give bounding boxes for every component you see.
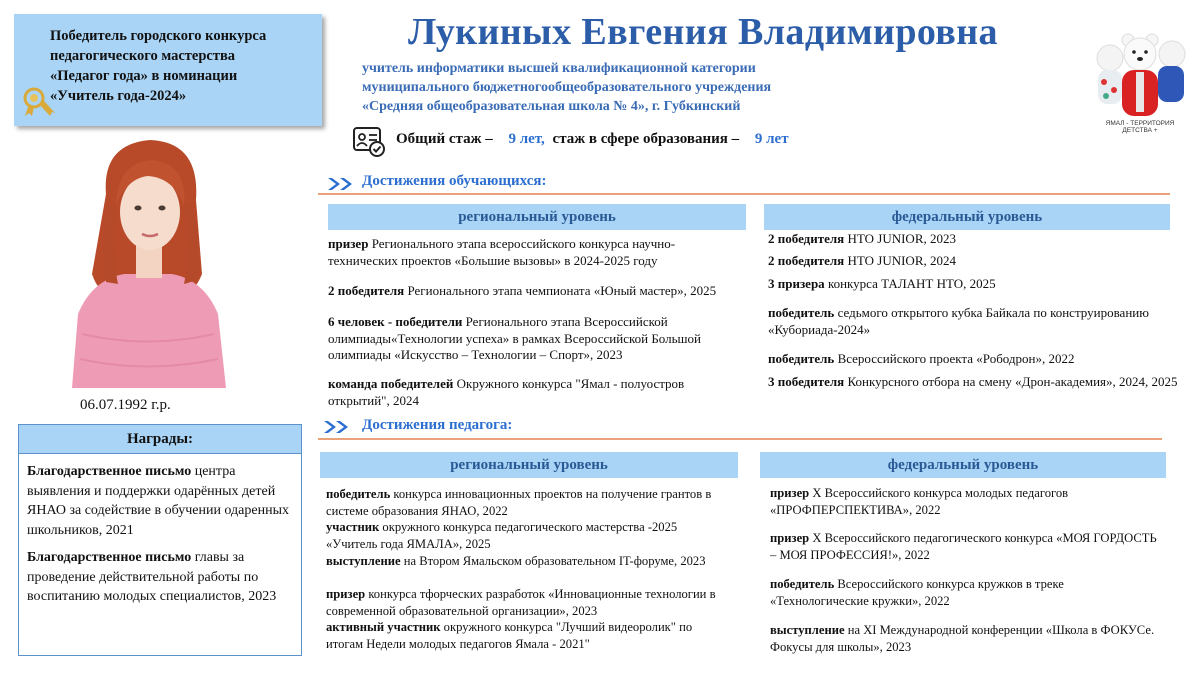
item-bold: 3 призера [768, 276, 825, 291]
students-regional-item [328, 236, 728, 269]
item-bold: призер [770, 531, 810, 545]
item-text: на Втором Ямальском образовательном IT-форуме, 2023 [400, 554, 706, 568]
item-bold: активный участник [326, 620, 441, 634]
award-text: главы за проведение действительной работы по воспитанию молодых специалистов, 2023 [27, 550, 277, 604]
date-of-birth: 06.07.1992 г.р. [80, 397, 171, 413]
teacher-federal-head: федеральный уровень [760, 452, 1166, 478]
item-bold: победитель [768, 305, 835, 320]
edu-experience-label: стаж в сфере образования – [552, 131, 740, 147]
teacher-regional-item [326, 519, 724, 552]
certificate-icon [352, 124, 386, 158]
students-federal-item [768, 305, 1178, 338]
experience-line [396, 131, 789, 148]
item-text: Регионального этапа Всероссийской олимпиады«Технологии успеха» в рамках Всероссийской Большой олимпиады «Искусство – Технологии – Спорт», 2023 [328, 314, 702, 362]
item-text: Окружного конкурса "Ямал - полуостров открытий", 2024 [328, 376, 685, 408]
position-line: муниципального бюджетногообщеобразовательного учреждения [362, 80, 772, 95]
students-federal-head: федеральный уровень [764, 204, 1170, 230]
students-federal-item [768, 351, 1178, 368]
item-text: окружного конкурса "Лучший видеоролик" по итогам Недели молодых педагогов Ямала - 2021" [326, 620, 693, 651]
divider [318, 438, 1162, 440]
portrait-photo [62, 134, 234, 388]
divider [318, 193, 1170, 195]
item-text: Всероссийского конкурса кружков в треке «Технологические кружки», 2022 [770, 577, 1064, 608]
students-regional-item [328, 314, 728, 364]
winner-line: «Педагог года» в номинации [50, 68, 238, 84]
item-bold: команда победителей [328, 376, 454, 391]
teacher-regional-item [326, 619, 724, 652]
award-bold: Благодарственное письмо [27, 464, 192, 479]
award-text: центра выявления и поддержки одарённых детей ЯНАО за содействие в обучении одаренных школьников, 2021 [27, 464, 289, 538]
students-federal-item [768, 374, 1178, 391]
item-text: Конкурсного отбора на смену «Дрон-академия», 2024, 2025 [844, 374, 1178, 389]
item-text: конкурса инновационных проектов на получение грантов в системе образования ЯНАО, 2022 [326, 487, 712, 518]
teacher-regional-item [326, 486, 724, 519]
medal-icon [22, 86, 56, 120]
students-federal-item [768, 276, 1178, 293]
item-bold: победитель [770, 577, 835, 591]
teacher-federal-item [770, 530, 1160, 563]
students-regional-item [328, 376, 728, 409]
logo-caption: ЯМАЛ - ТЕРРИТОРИЯ [1105, 120, 1175, 127]
item-text: окружного конкурса педагогического мастерства -2025 «Учитель года ЯМАЛА», 2025 [326, 520, 678, 551]
item-text: Всероссийского проекта «Рободрон», 2022 [834, 351, 1075, 366]
item-bold: выступление [326, 554, 401, 568]
students-regional-item [328, 283, 748, 300]
item-text: конкурса ТАЛАНТ НТО, 2025 [824, 276, 996, 291]
item-text: Регионального этапа всероссийского конкурса научно-технических проектов «Большие вызовы» в 2024-2025 году [328, 236, 676, 268]
item-bold: выступление [770, 623, 845, 637]
winner-box [14, 14, 322, 126]
total-experience-label: Общий стаж – [396, 131, 493, 147]
award-item [27, 462, 295, 540]
awards-panel [18, 424, 302, 656]
total-experience-value: 9 лет, [508, 131, 545, 147]
item-text: Регионального этапа чемпионата «Юный мастер», 2025 [404, 283, 717, 298]
award-bold: Благодарственное письмо [27, 550, 192, 565]
item-bold: 2 победителя [768, 253, 845, 268]
students-federal-item [768, 253, 1178, 270]
item-bold: призер [326, 587, 366, 601]
item-bold: 3 победителя [768, 374, 845, 389]
awards-title: Награды: [19, 425, 301, 454]
item-bold: призер [328, 236, 369, 251]
bears-logo [1088, 30, 1192, 134]
teacher-federal-item [770, 622, 1160, 655]
item-text: седьмого открытого кубка Байкала по конструированию «Кубориада-2024» [768, 305, 1149, 337]
item-bold: 2 победителя [768, 231, 845, 246]
winner-line: педагогического мастерства [50, 48, 236, 64]
winner-line: «Учитель года-2024» [50, 88, 187, 104]
teacher-federal-item [770, 485, 1160, 518]
item-text: конкурса тфорческих разработок «Инновационные технологии в современной образовательной организации», 2023 [326, 587, 716, 618]
teacher-regional-item [326, 553, 724, 570]
position-line: учитель информатики высшей квалификационной категории [362, 61, 756, 76]
item-bold: победитель [768, 351, 835, 366]
students-federal-item [768, 231, 1178, 248]
winner-line: Победитель городского конкурса [50, 28, 267, 44]
item-text: X Всероссийского педагогического конкурса «МОЯ ГОРДОСТЬ – МОЯ ПРОФЕССИЯ!», 2022 [770, 531, 1157, 562]
item-text: НТО JUNIOR, 2023 [844, 231, 956, 246]
logo-caption: ДЕТСТВА + [1122, 127, 1158, 134]
item-bold: 6 человек - победители [328, 314, 463, 329]
double-chevron-icon [322, 419, 354, 435]
item-bold: 2 победителя [328, 283, 405, 298]
double-chevron-icon [326, 176, 358, 192]
position-line: «Средняя общеобразовательная школа № 4», г. Губкинский [362, 99, 741, 114]
teacher-section-title: Достижения педагога: [362, 417, 513, 433]
item-text: на XI Международной конференции «Школа в ФОКУСе. Фокусы для школы», 2023 [770, 623, 1155, 654]
item-text: НТО JUNIOR, 2024 [844, 253, 956, 268]
item-bold: участник [326, 520, 380, 534]
teacher-regional-item [326, 586, 724, 619]
students-section-title: Достижения обучающихся: [362, 173, 547, 189]
item-bold: победитель [326, 487, 391, 501]
item-text: X Всероссийского конкурса молодых педагогов «ПРОФПЕРСПЕКТИВА», 2022 [770, 486, 1069, 517]
teacher-regional-head: региональный уровень [320, 452, 738, 478]
award-item [27, 548, 295, 607]
edu-experience-value: 9 лет [754, 131, 789, 147]
item-bold: призер [770, 486, 810, 500]
students-regional-head: региональный уровень [328, 204, 746, 230]
teacher-federal-item [770, 576, 1160, 609]
teacher-name: Лукиных Евгения Владимировна [408, 11, 998, 53]
